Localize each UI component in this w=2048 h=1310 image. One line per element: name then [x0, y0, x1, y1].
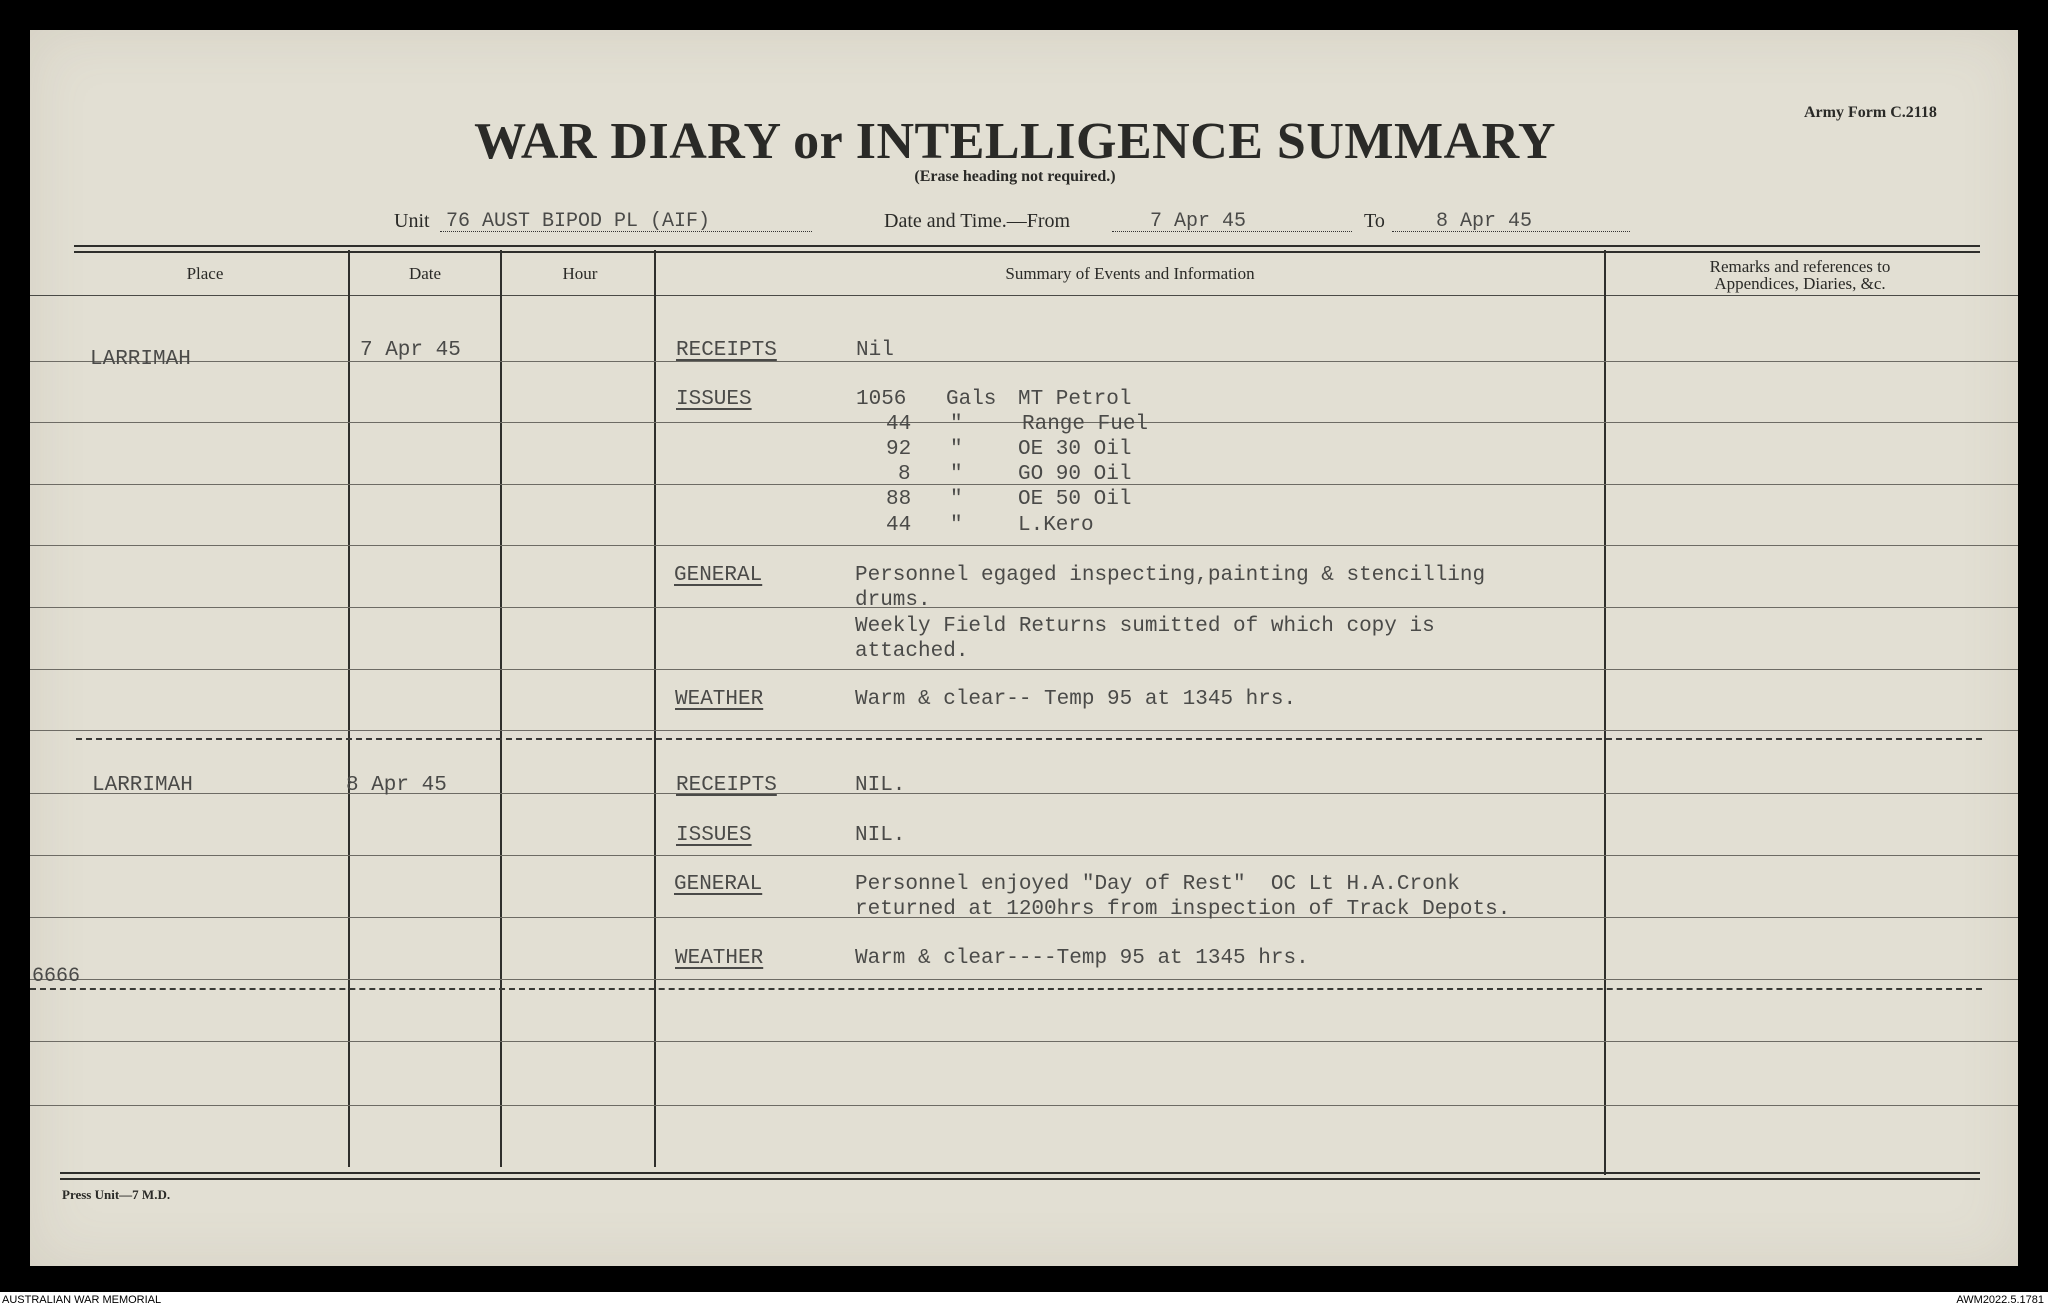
column-divider-hour: [654, 250, 656, 1167]
to-date-value: 8 Apr 45: [1436, 210, 1533, 233]
ruled-line: [30, 730, 2018, 731]
entry-1-weather-text: Warm & clear-- Temp 95 at 1345 hrs.: [855, 688, 1297, 711]
entry-2-receipts-label: RECEIPTS: [676, 774, 777, 797]
entry-1-general-label: GENERAL: [674, 564, 763, 587]
entry-2-place: LARRIMAH: [92, 774, 193, 797]
column-header-date: Date: [408, 264, 442, 283]
issue-2-unit: ": [950, 413, 963, 436]
column-divider-place: [348, 250, 350, 1167]
issue-5-qty: 88: [886, 488, 912, 511]
header-bottom-rule: [30, 295, 2018, 296]
remarks-header-line-2: Appendices, Diaries, &c.: [1714, 274, 1886, 293]
issue-3-unit: ": [950, 438, 963, 461]
issue-5-unit: ": [950, 488, 963, 511]
entry-1-receipts-label: RECEIPTS: [676, 339, 777, 362]
entry-2-weather-label: WEATHER: [675, 947, 764, 970]
issue-6-unit: ": [950, 514, 963, 537]
entry-1-general-line-2: drums.: [855, 589, 931, 612]
ruled-line: [30, 1041, 2018, 1042]
entry-1-receipts-text: Nil: [856, 339, 894, 362]
entry-2-general-line-2: returned at 1200hrs from inspection of Track Depots.: [855, 898, 1511, 921]
entry-1-general-line-3: Weekly Field Returns sumitted of which copy is: [855, 615, 1435, 638]
unit-label: Unit: [394, 210, 430, 232]
issue-1-unit: Gals: [946, 388, 997, 411]
column-header-place: Place: [186, 264, 224, 283]
date-time-label: Date and Time.—From: [884, 210, 1071, 232]
entry-2-weather-text: Warm & clear----Temp 95 at 1345 hrs.: [855, 947, 1309, 970]
entry-1-weather-label: WEATHER: [675, 688, 764, 711]
press-unit-note: Press Unit—7 M.D.: [62, 1187, 171, 1202]
column-divider-date: [500, 250, 502, 1167]
column-header-remarks: [1640, 258, 1960, 292]
from-underline: [1112, 231, 1352, 232]
entry-separator: [30, 988, 1982, 990]
issue-6-item: L.Kero: [1018, 514, 1094, 537]
to-label: To: [1364, 210, 1385, 232]
entry-1-date: 7 Apr 45: [360, 339, 461, 362]
issue-3-item: OE 30 Oil: [1018, 438, 1132, 461]
table-top-border: [74, 245, 1980, 253]
margin-note: 6666: [32, 965, 81, 988]
to-underline: [1392, 231, 1630, 232]
ruled-line: [30, 793, 2018, 794]
entry-1-issues-label: ISSUES: [676, 388, 752, 411]
entry-1-place: LARRIMAH: [90, 348, 191, 371]
form-title: WAR DIARY or INTELLIGENCE SUMMARY: [474, 113, 1556, 170]
column-header-hour: Hour: [562, 264, 598, 283]
archive-footer-left: AUSTRALIAN WAR MEMORIAL: [2, 1294, 162, 1306]
entry-separator: [76, 738, 1982, 740]
archive-footer: [0, 1292, 2048, 1310]
issue-3-qty: 92: [886, 438, 912, 461]
ruled-line: [30, 1105, 2018, 1106]
ruled-line: [30, 545, 2018, 546]
entry-2-issues-text: NIL.: [855, 824, 906, 847]
entry-2-issues-label: ISSUES: [676, 824, 752, 847]
entry-2-general-label: GENERAL: [674, 873, 763, 896]
ruled-line: [30, 361, 2018, 362]
ruled-line: [30, 855, 2018, 856]
remarks-header-line-1: Remarks and references to: [1709, 257, 1891, 276]
ruled-line: [30, 979, 2018, 980]
issue-2-item: Range Fuel: [1022, 413, 1149, 436]
issue-1-qty: 1056: [856, 388, 907, 411]
archive-footer-right: AWM2022.5.1781: [1956, 1294, 2044, 1306]
issue-4-item: GO 90 Oil: [1018, 463, 1132, 486]
issue-2-qty: 44: [886, 413, 912, 436]
table-bottom-border: [60, 1172, 1980, 1180]
issue-1-item: MT Petrol: [1018, 388, 1132, 411]
form-subtitle: (Erase heading not required.): [914, 168, 1116, 185]
unit-underline: [440, 231, 812, 232]
ruled-line: [30, 669, 2018, 670]
entry-2-receipts-text: NIL.: [855, 774, 906, 797]
column-header-summary: Summary of Events and Information: [1005, 264, 1255, 283]
entry-2-general-line-1: Personnel enjoyed "Day of Rest" OC Lt H.A.Cronk: [855, 873, 1460, 896]
issue-6-qty: 44: [886, 514, 912, 537]
unit-value: 76 AUST BIPOD PL (AIF): [446, 210, 711, 233]
column-divider-summary: [1604, 250, 1606, 1175]
entry-1-general-line-4: attached.: [855, 640, 969, 663]
issue-5-item: OE 50 Oil: [1018, 488, 1132, 511]
issue-4-qty: 8: [898, 463, 911, 486]
ruled-line: [30, 607, 2018, 608]
issue-4-unit: ": [950, 463, 963, 486]
from-date-value: 7 Apr 45: [1150, 210, 1247, 233]
entry-1-general-line-1: Personnel egaged inspecting,painting & stencilling: [855, 564, 1486, 587]
entry-2-date: 8 Apr 45: [346, 774, 447, 797]
army-form-number: Army Form C.2118: [1804, 104, 1937, 121]
